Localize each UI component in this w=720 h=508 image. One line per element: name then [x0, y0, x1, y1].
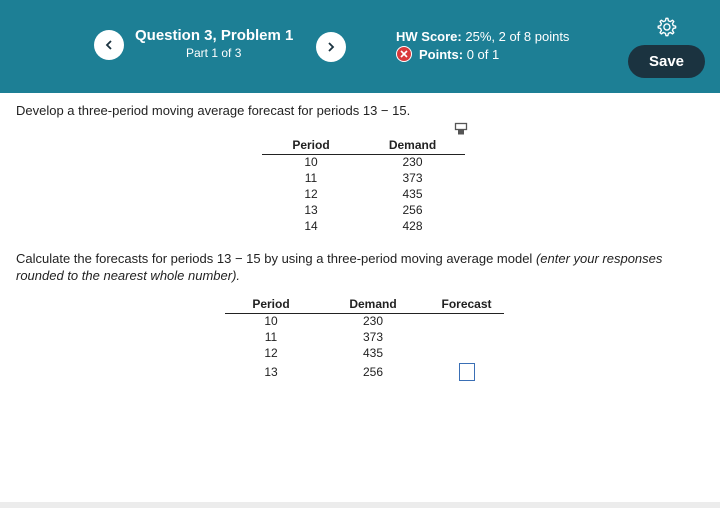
- column-header-forecast: Forecast: [429, 297, 504, 313]
- demand-cell: 373: [362, 330, 384, 344]
- period-cell: 13: [264, 365, 278, 379]
- chevron-left-icon: [103, 39, 115, 51]
- demand-cell: 256: [402, 203, 423, 217]
- forecast-cell: [429, 345, 504, 361]
- column-header-period: Period: [225, 297, 317, 313]
- period-cell: 11: [304, 171, 318, 185]
- x-circle-icon: [396, 46, 412, 62]
- demand-cell: 435: [362, 346, 384, 360]
- question-title: Question 3, Problem 1: [135, 27, 294, 44]
- table-row: [262, 218, 465, 234]
- forecast-answer-input-period-13[interactable]: [459, 363, 475, 381]
- period-cell: 13: [304, 203, 318, 217]
- points-value: 0 of 1: [466, 46, 500, 62]
- table-row: [262, 170, 465, 186]
- period-cell: 12: [304, 187, 318, 201]
- hw-score: [396, 29, 569, 44]
- hw-score-value: 25%, 2 of 8 points: [465, 29, 570, 44]
- next-question-button[interactable]: [316, 32, 346, 62]
- hw-score-label: HW Score:: [396, 29, 462, 44]
- column-header-period: Period: [262, 138, 360, 154]
- points-status: [396, 46, 499, 62]
- period-cell: 10: [264, 314, 278, 329]
- forecast-cell: [429, 361, 504, 383]
- table-row: [262, 202, 465, 218]
- instructions: [16, 250, 706, 284]
- period-cell: 12: [264, 346, 278, 360]
- instructions-italic: (enter your responses rounded to the nearest whole number).: [16, 251, 663, 283]
- period-cell: 10: [304, 155, 318, 170]
- period-cell: 14: [304, 219, 318, 233]
- problem-prompt: Develop a three-period moving average forecast for periods 13 − 15.: [16, 103, 411, 118]
- header-bar: [0, 0, 720, 93]
- table-row: [225, 345, 504, 361]
- table-row: [225, 329, 504, 345]
- demand-cell: 230: [362, 314, 384, 329]
- demand-cell: 428: [402, 219, 423, 233]
- column-header-demand: Demand: [360, 138, 465, 154]
- period-cell: 11: [264, 330, 278, 344]
- chevron-right-icon: [325, 41, 337, 53]
- table-row: [262, 186, 465, 202]
- table-row: [225, 361, 504, 383]
- demand-cell: 256: [362, 365, 384, 379]
- column-header-demand: Demand: [317, 297, 429, 313]
- save-button[interactable]: Save: [628, 45, 705, 78]
- gear-icon[interactable]: [655, 16, 677, 38]
- copy-data-icon[interactable]: [454, 122, 468, 136]
- question-part: Part 1 of 3: [186, 46, 242, 60]
- table-row: [262, 154, 465, 170]
- demand-cell: 435: [402, 187, 423, 201]
- forecast-table: [225, 297, 504, 383]
- demand-cell: 373: [402, 171, 423, 185]
- forecast-cell: [429, 313, 504, 329]
- demand-cell: 230: [402, 155, 423, 170]
- forecast-cell: [429, 329, 504, 345]
- footer-bar: [0, 502, 720, 508]
- table-row: [225, 313, 504, 329]
- previous-question-button[interactable]: [94, 30, 124, 60]
- points-label: Points:: [419, 46, 464, 62]
- instructions-text: Calculate the forecasts for periods 13 − 15 by using a three-period moving average model: [16, 251, 536, 266]
- demand-data-table: [262, 138, 465, 234]
